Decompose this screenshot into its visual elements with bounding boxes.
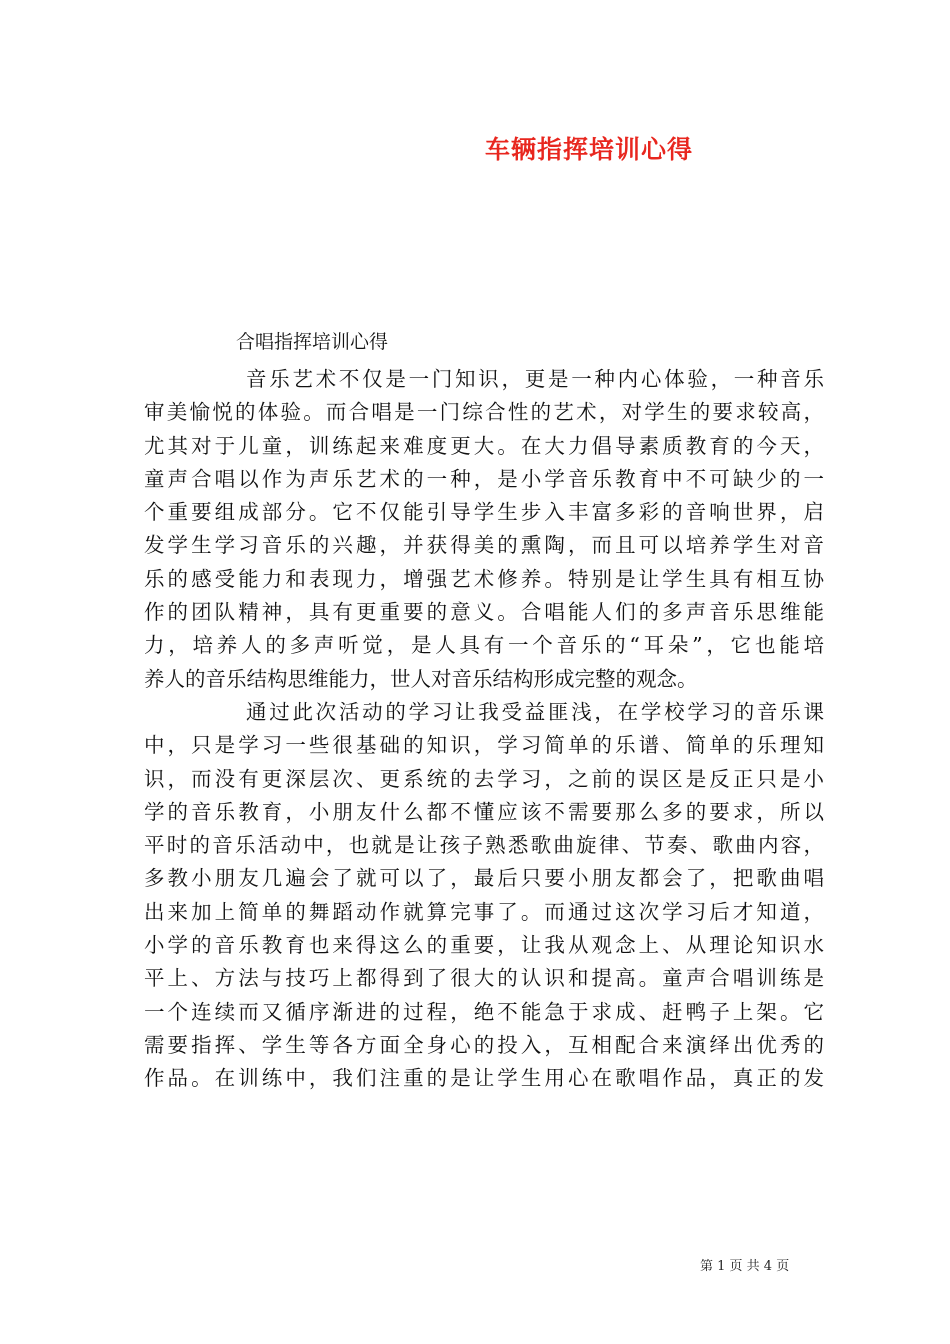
paragraph-2-line: 平时的音乐活动中，也就是让孩子熟悉歌曲旋律、节奏、歌曲内容，	[144, 833, 824, 858]
body-text	[144, 363, 824, 1096]
paragraph-1-line: 童声合唱以作为声乐艺术的一种，是小学音乐教育中不可缺少的一	[144, 466, 824, 491]
page-number-footer: 第 1 页 共 4 页	[700, 1259, 790, 1274]
paragraph-1-line: 作的团队精神，具有更重要的意义。合唱能人们的多声音乐思维能	[144, 600, 824, 625]
paragraph-2-line: 需要指挥、学生等各方面全身心的投入，互相配合来演绎出优秀的	[144, 1032, 824, 1057]
paragraph-2-line: 通过此次活动的学习让我受益匪浅，在学校学习的音乐课	[246, 699, 824, 724]
paragraph-2-line: 学的音乐教育，小朋友什么都不懂应该不需要那么多的要求，所以	[144, 799, 824, 824]
section-heading: 合唱指挥培训心得	[236, 331, 389, 353]
paragraph-2-line: 中，只是学习一些很基础的知识，学习简单的乐谱、简单的乐理知	[144, 733, 824, 758]
paragraph-2-line: 多教小朋友几遍会了就可以了，最后只要小朋友都会了，把歌曲唱	[144, 866, 824, 891]
paragraph-2-line: 识，而没有更深层次、更系统的去学习，之前的误区是反正只是小	[144, 766, 824, 791]
paragraph-1-line: 个重要组成部分。它不仅能引导学生步入丰富多彩的音响世界，启	[144, 500, 824, 525]
paragraph-2-line: 出来加上简单的舞蹈动作就算完事了。而通过这次学习后才知道，	[144, 899, 824, 924]
paragraph-1-line: 力，培养人的多声听觉，是人具有一个音乐的“耳朵”，它也能培	[144, 633, 824, 658]
paragraph-1-line: 尤其对于儿童，训练起来难度更大。在大力倡导素质教育的今天，	[144, 433, 824, 458]
paragraph-2-line: 作品。在训练中，我们注重的是让学生用心在歌唱作品，真正的发	[144, 1066, 824, 1091]
paragraph-2-line: 一个连续而又循序渐进的过程，绝不能急于求成、赶鸭子上架。它	[144, 999, 824, 1024]
document-title: 车辆指挥培训心得	[484, 135, 693, 164]
paragraph-2-line: 平上、方法与技巧上都得到了很大的认识和提高。童声合唱训练是	[144, 966, 824, 991]
paragraph-1-line: 音乐艺术不仅是一门知识，更是一种内心体验，一种音乐	[246, 367, 824, 391]
paragraph-1-line: 乐的感受能力和表现力，增强艺术修养。特别是让学生具有相互协	[144, 566, 824, 591]
paragraph-1-line: 审美愉悦的体验。而合唱是一门综合性的艺术，对学生的要求较高，	[144, 400, 824, 425]
paragraph-1-line: 发学生学习音乐的兴趣，并获得美的熏陶，而且可以培养学生对音	[144, 533, 824, 558]
paragraph-1-line: 养人的音乐结构思维能力，世人对音乐结构形成完整的观念。	[144, 666, 698, 691]
paragraph-2-line: 小学的音乐教育也来得这么的重要，让我从观念上、从理论知识水	[144, 933, 824, 958]
